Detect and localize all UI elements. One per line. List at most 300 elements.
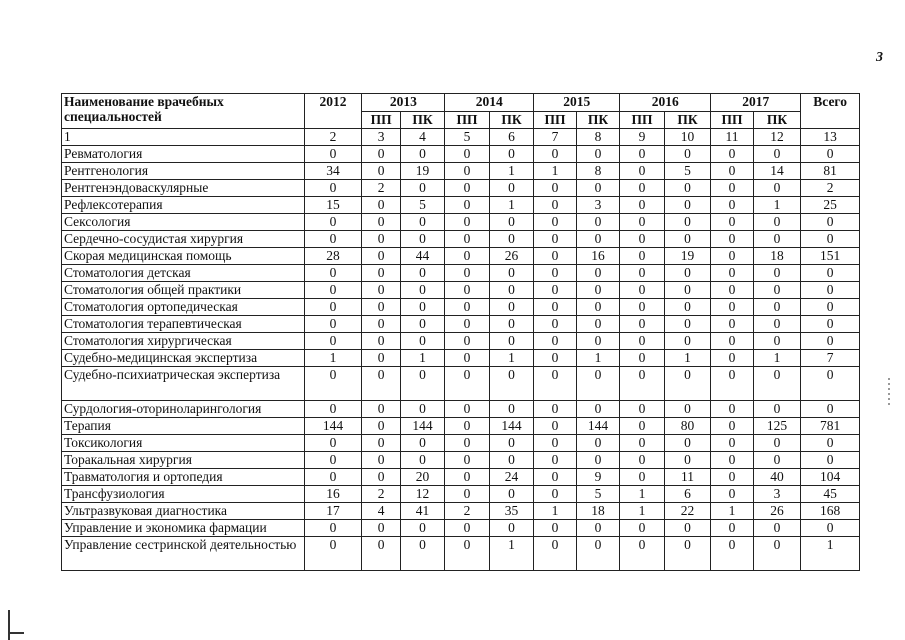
column-number: 11 xyxy=(711,129,753,146)
value-cell: 0 xyxy=(534,435,576,452)
table-row xyxy=(62,520,860,537)
value-cell: 0 xyxy=(445,537,490,571)
total-cell: 0 xyxy=(801,452,860,469)
table-row xyxy=(62,537,860,571)
value-cell: 0 xyxy=(576,265,619,282)
value-cell: 0 xyxy=(400,180,445,197)
header-pp: ПП xyxy=(362,112,400,129)
value-cell: 11 xyxy=(664,469,711,486)
value-cell: 0 xyxy=(711,350,753,367)
value-cell: 15 xyxy=(304,197,362,214)
value-cell: 0 xyxy=(753,146,801,163)
value-cell: 0 xyxy=(400,316,445,333)
value-cell: 34 xyxy=(304,163,362,180)
value-cell: 0 xyxy=(489,265,534,282)
value-cell: 0 xyxy=(445,469,490,486)
value-cell: 2 xyxy=(362,180,400,197)
specialty-name: Ревматология xyxy=(62,146,305,163)
value-cell: 0 xyxy=(304,520,362,537)
value-cell: 0 xyxy=(711,197,753,214)
value-cell: 1 xyxy=(753,197,801,214)
column-number: 1 xyxy=(62,129,305,146)
total-cell: 0 xyxy=(801,282,860,299)
value-cell: 18 xyxy=(753,248,801,265)
specialty-name: Стоматология общей практики xyxy=(62,282,305,299)
value-cell: 0 xyxy=(576,282,619,299)
value-cell: 0 xyxy=(664,214,711,231)
value-cell: 0 xyxy=(400,401,445,418)
column-number: 8 xyxy=(576,129,619,146)
value-cell: 0 xyxy=(711,214,753,231)
value-cell: 0 xyxy=(711,231,753,248)
value-cell: 1 xyxy=(534,163,576,180)
header-row-years xyxy=(62,94,860,112)
value-cell: 18 xyxy=(576,503,619,520)
value-cell: 40 xyxy=(753,469,801,486)
value-cell: 0 xyxy=(304,401,362,418)
table-row xyxy=(62,452,860,469)
value-cell: 0 xyxy=(664,435,711,452)
value-cell: 144 xyxy=(400,418,445,435)
value-cell: 0 xyxy=(576,537,619,571)
specialty-name: Судебно-медицинская экспертиза xyxy=(62,350,305,367)
value-cell: 0 xyxy=(534,197,576,214)
value-cell: 0 xyxy=(711,486,753,503)
value-cell: 0 xyxy=(489,435,534,452)
column-number: 12 xyxy=(753,129,801,146)
value-cell: 0 xyxy=(489,299,534,316)
specialty-name: Скорая медицинская помощь xyxy=(62,248,305,265)
value-cell: 0 xyxy=(400,333,445,350)
table-row xyxy=(62,469,860,486)
value-cell: 0 xyxy=(534,282,576,299)
value-cell: 0 xyxy=(753,333,801,350)
value-cell: 28 xyxy=(304,248,362,265)
value-cell: 0 xyxy=(400,265,445,282)
value-cell: 0 xyxy=(445,146,490,163)
value-cell: 0 xyxy=(576,401,619,418)
total-cell: 0 xyxy=(801,231,860,248)
value-cell: 0 xyxy=(445,520,490,537)
value-cell: 0 xyxy=(711,435,753,452)
value-cell: 0 xyxy=(445,180,490,197)
value-cell: 0 xyxy=(753,231,801,248)
column-number: 4 xyxy=(400,129,445,146)
value-cell: 0 xyxy=(711,469,753,486)
value-cell: 0 xyxy=(620,197,665,214)
value-cell: 1 xyxy=(304,350,362,367)
column-number: 6 xyxy=(489,129,534,146)
total-cell: 151 xyxy=(801,248,860,265)
total-cell: 81 xyxy=(801,163,860,180)
value-cell: 0 xyxy=(445,231,490,248)
value-cell: 0 xyxy=(576,146,619,163)
total-cell: 1 xyxy=(801,537,860,571)
value-cell: 0 xyxy=(400,435,445,452)
total-cell: 0 xyxy=(801,214,860,231)
specialty-name: Терапия xyxy=(62,418,305,435)
value-cell: 0 xyxy=(534,469,576,486)
value-cell: 125 xyxy=(753,418,801,435)
value-cell: 0 xyxy=(400,452,445,469)
value-cell: 0 xyxy=(445,299,490,316)
value-cell: 0 xyxy=(620,418,665,435)
value-cell: 0 xyxy=(362,282,400,299)
value-cell: 0 xyxy=(711,367,753,401)
value-cell: 0 xyxy=(620,316,665,333)
value-cell: 0 xyxy=(362,401,400,418)
specialty-name: Стоматология хирургическая xyxy=(62,333,305,350)
value-cell: 26 xyxy=(753,503,801,520)
value-cell: 0 xyxy=(620,282,665,299)
value-cell: 0 xyxy=(400,367,445,401)
specialty-name: Сурдология-оториноларингология xyxy=(62,401,305,418)
value-cell: 0 xyxy=(304,435,362,452)
value-cell: 144 xyxy=(304,418,362,435)
value-cell: 20 xyxy=(400,469,445,486)
table-row xyxy=(62,367,860,401)
page-number: 3 xyxy=(876,50,883,65)
table-row xyxy=(62,231,860,248)
value-cell: 0 xyxy=(620,537,665,571)
value-cell: 1 xyxy=(576,350,619,367)
value-cell: 0 xyxy=(445,486,490,503)
value-cell: 0 xyxy=(664,231,711,248)
value-cell: 12 xyxy=(400,486,445,503)
value-cell: 0 xyxy=(753,282,801,299)
value-cell: 0 xyxy=(620,146,665,163)
table-row xyxy=(62,401,860,418)
value-cell: 0 xyxy=(534,214,576,231)
specialty-name: Ультразвуковая диагностика xyxy=(62,503,305,520)
value-cell: 0 xyxy=(576,367,619,401)
value-cell: 0 xyxy=(664,299,711,316)
value-cell: 0 xyxy=(711,248,753,265)
value-cell: 35 xyxy=(489,503,534,520)
value-cell: 0 xyxy=(576,180,619,197)
value-cell: 0 xyxy=(362,350,400,367)
column-number: 3 xyxy=(362,129,400,146)
value-cell: 0 xyxy=(664,265,711,282)
specialty-name: Токсикология xyxy=(62,435,305,452)
value-cell: 0 xyxy=(534,316,576,333)
value-cell: 1 xyxy=(711,503,753,520)
value-cell: 0 xyxy=(534,180,576,197)
value-cell: 144 xyxy=(576,418,619,435)
value-cell: 19 xyxy=(664,248,711,265)
value-cell: 0 xyxy=(489,367,534,401)
value-cell: 0 xyxy=(753,520,801,537)
value-cell: 0 xyxy=(304,469,362,486)
value-cell: 0 xyxy=(445,333,490,350)
value-cell: 0 xyxy=(711,299,753,316)
value-cell: 0 xyxy=(753,401,801,418)
specialty-name: Рентгенология xyxy=(62,163,305,180)
value-cell: 0 xyxy=(534,299,576,316)
value-cell: 0 xyxy=(753,435,801,452)
value-cell: 1 xyxy=(400,350,445,367)
value-cell: 0 xyxy=(664,197,711,214)
value-cell: 0 xyxy=(620,333,665,350)
value-cell: 0 xyxy=(489,146,534,163)
specialty-name: Рентгенэндоваскулярные xyxy=(62,180,305,197)
total-cell: 0 xyxy=(801,435,860,452)
value-cell: 0 xyxy=(445,282,490,299)
total-cell: 781 xyxy=(801,418,860,435)
value-cell: 0 xyxy=(711,146,753,163)
value-cell: 144 xyxy=(489,418,534,435)
value-cell: 0 xyxy=(534,350,576,367)
value-cell: 9 xyxy=(576,469,619,486)
header-year-2017: 2017 xyxy=(711,94,801,112)
value-cell: 0 xyxy=(753,265,801,282)
value-cell: 0 xyxy=(711,316,753,333)
value-cell: 0 xyxy=(664,180,711,197)
value-cell: 0 xyxy=(664,401,711,418)
value-cell: 0 xyxy=(620,163,665,180)
header-total: Всего xyxy=(801,94,860,129)
value-cell: 1 xyxy=(664,350,711,367)
value-cell: 0 xyxy=(620,299,665,316)
value-cell: 0 xyxy=(304,367,362,401)
column-number: 9 xyxy=(620,129,665,146)
table-row xyxy=(62,248,860,265)
value-cell: 0 xyxy=(489,282,534,299)
value-cell: 0 xyxy=(534,452,576,469)
value-cell: 0 xyxy=(664,520,711,537)
value-cell: 5 xyxy=(400,197,445,214)
value-cell: 26 xyxy=(489,248,534,265)
value-cell: 0 xyxy=(489,401,534,418)
value-cell: 0 xyxy=(576,231,619,248)
value-cell: 0 xyxy=(534,231,576,248)
value-cell: 1 xyxy=(489,350,534,367)
total-cell: 0 xyxy=(801,520,860,537)
value-cell: 0 xyxy=(489,452,534,469)
value-cell: 17 xyxy=(304,503,362,520)
value-cell: 0 xyxy=(576,333,619,350)
value-cell: 0 xyxy=(489,231,534,248)
value-cell: 0 xyxy=(400,520,445,537)
value-cell: 0 xyxy=(362,197,400,214)
value-cell: 80 xyxy=(664,418,711,435)
value-cell: 0 xyxy=(576,435,619,452)
value-cell: 0 xyxy=(362,214,400,231)
total-cell: 0 xyxy=(801,333,860,350)
value-cell: 3 xyxy=(753,486,801,503)
header-year-2014: 2014 xyxy=(445,94,534,112)
value-cell: 5 xyxy=(664,163,711,180)
value-cell: 0 xyxy=(445,435,490,452)
value-cell: 0 xyxy=(753,299,801,316)
value-cell: 0 xyxy=(362,248,400,265)
table-row xyxy=(62,163,860,180)
total-cell: 25 xyxy=(801,197,860,214)
value-cell: 0 xyxy=(445,452,490,469)
value-cell: 6 xyxy=(664,486,711,503)
column-number: 13 xyxy=(801,129,860,146)
total-cell: 0 xyxy=(801,299,860,316)
value-cell: 0 xyxy=(711,452,753,469)
value-cell: 0 xyxy=(304,231,362,248)
value-cell: 0 xyxy=(534,146,576,163)
scan-artifact xyxy=(8,610,10,640)
value-cell: 1 xyxy=(620,486,665,503)
total-cell: 104 xyxy=(801,469,860,486)
value-cell: 0 xyxy=(664,333,711,350)
total-cell: 45 xyxy=(801,486,860,503)
value-cell: 4 xyxy=(362,503,400,520)
value-cell: 1 xyxy=(534,503,576,520)
value-cell: 0 xyxy=(304,333,362,350)
value-cell: 0 xyxy=(400,537,445,571)
value-cell: 0 xyxy=(445,418,490,435)
specialties-table xyxy=(61,93,860,571)
total-cell: 0 xyxy=(801,401,860,418)
value-cell: 0 xyxy=(445,316,490,333)
value-cell: 0 xyxy=(620,469,665,486)
value-cell: 0 xyxy=(534,537,576,571)
value-cell: 0 xyxy=(620,231,665,248)
table-row xyxy=(62,180,860,197)
value-cell: 0 xyxy=(489,520,534,537)
total-cell: 0 xyxy=(801,146,860,163)
value-cell: 0 xyxy=(664,146,711,163)
value-cell: 0 xyxy=(445,248,490,265)
table-row xyxy=(62,299,860,316)
header-pp: ПП xyxy=(711,112,753,129)
column-number: 7 xyxy=(534,129,576,146)
table-row xyxy=(62,486,860,503)
value-cell: 0 xyxy=(489,486,534,503)
value-cell: 44 xyxy=(400,248,445,265)
value-cell: 0 xyxy=(576,214,619,231)
value-cell: 0 xyxy=(664,452,711,469)
specialty-name: Торакальная хирургия xyxy=(62,452,305,469)
value-cell: 0 xyxy=(362,520,400,537)
value-cell: 0 xyxy=(400,282,445,299)
specialty-name: Рефлексотерапия xyxy=(62,197,305,214)
header-pp: ПП xyxy=(534,112,576,129)
value-cell: 0 xyxy=(534,418,576,435)
value-cell: 0 xyxy=(445,401,490,418)
header-pk: ПК xyxy=(576,112,619,129)
value-cell: 0 xyxy=(362,469,400,486)
specialty-name: Травматология и ортопедия xyxy=(62,469,305,486)
total-cell: 2 xyxy=(801,180,860,197)
value-cell: 2 xyxy=(445,503,490,520)
value-cell: 0 xyxy=(304,214,362,231)
table-row xyxy=(62,282,860,299)
value-cell: 0 xyxy=(753,367,801,401)
value-cell: 0 xyxy=(576,299,619,316)
value-cell: 0 xyxy=(753,214,801,231)
value-cell: 0 xyxy=(362,231,400,248)
value-cell: 0 xyxy=(664,282,711,299)
value-cell: 0 xyxy=(576,520,619,537)
value-cell: 1 xyxy=(489,163,534,180)
column-number: 10 xyxy=(664,129,711,146)
value-cell: 0 xyxy=(362,537,400,571)
header-name: Наименование врачебных специальностей xyxy=(62,94,305,129)
header-pp: ПП xyxy=(620,112,665,129)
value-cell: 0 xyxy=(304,282,362,299)
table-row xyxy=(62,214,860,231)
table-row xyxy=(62,350,860,367)
value-cell: 0 xyxy=(304,452,362,469)
value-cell: 0 xyxy=(753,316,801,333)
value-cell: 1 xyxy=(753,350,801,367)
value-cell: 0 xyxy=(534,520,576,537)
total-cell: 7 xyxy=(801,350,860,367)
value-cell: 0 xyxy=(664,316,711,333)
value-cell: 0 xyxy=(711,520,753,537)
value-cell: 24 xyxy=(489,469,534,486)
value-cell: 0 xyxy=(362,265,400,282)
column-number: 2 xyxy=(304,129,362,146)
value-cell: 0 xyxy=(711,265,753,282)
value-cell: 1 xyxy=(489,197,534,214)
table-row xyxy=(62,418,860,435)
value-cell: 0 xyxy=(534,265,576,282)
value-cell: 8 xyxy=(576,163,619,180)
value-cell: 0 xyxy=(620,214,665,231)
specialty-name: Стоматология терапевтическая xyxy=(62,316,305,333)
value-cell: 0 xyxy=(620,435,665,452)
value-cell: 0 xyxy=(400,299,445,316)
value-cell: 0 xyxy=(445,265,490,282)
scan-artifact xyxy=(8,632,24,634)
value-cell: 0 xyxy=(576,452,619,469)
value-cell: 0 xyxy=(400,231,445,248)
value-cell: 0 xyxy=(489,214,534,231)
value-cell: 0 xyxy=(711,282,753,299)
specialty-name: Управление сестринской деятельностью xyxy=(62,537,305,571)
value-cell: 0 xyxy=(304,537,362,571)
table-row xyxy=(62,333,860,350)
total-cell: 0 xyxy=(801,367,860,401)
value-cell: 0 xyxy=(711,180,753,197)
header-year-2016: 2016 xyxy=(620,94,711,112)
table-row xyxy=(62,197,860,214)
specialty-name: Сердечно-сосудистая хирургия xyxy=(62,231,305,248)
value-cell: 0 xyxy=(362,367,400,401)
value-cell: 0 xyxy=(362,163,400,180)
value-cell: 0 xyxy=(304,180,362,197)
value-cell: 41 xyxy=(400,503,445,520)
value-cell: 3 xyxy=(576,197,619,214)
column-number: 5 xyxy=(445,129,490,146)
value-cell: 0 xyxy=(304,265,362,282)
value-cell: 2 xyxy=(362,486,400,503)
value-cell: 0 xyxy=(711,333,753,350)
value-cell: 0 xyxy=(711,401,753,418)
value-cell: 0 xyxy=(362,435,400,452)
value-cell: 0 xyxy=(362,299,400,316)
specialty-name: Сексология xyxy=(62,214,305,231)
value-cell: 22 xyxy=(664,503,711,520)
value-cell: 0 xyxy=(445,214,490,231)
value-cell: 0 xyxy=(534,248,576,265)
value-cell: 0 xyxy=(620,350,665,367)
value-cell: 0 xyxy=(620,265,665,282)
header-pp: ПП xyxy=(445,112,490,129)
value-cell: 0 xyxy=(362,333,400,350)
value-cell: 0 xyxy=(620,452,665,469)
value-cell: 0 xyxy=(534,367,576,401)
value-cell: 0 xyxy=(534,486,576,503)
value-cell: 0 xyxy=(534,401,576,418)
